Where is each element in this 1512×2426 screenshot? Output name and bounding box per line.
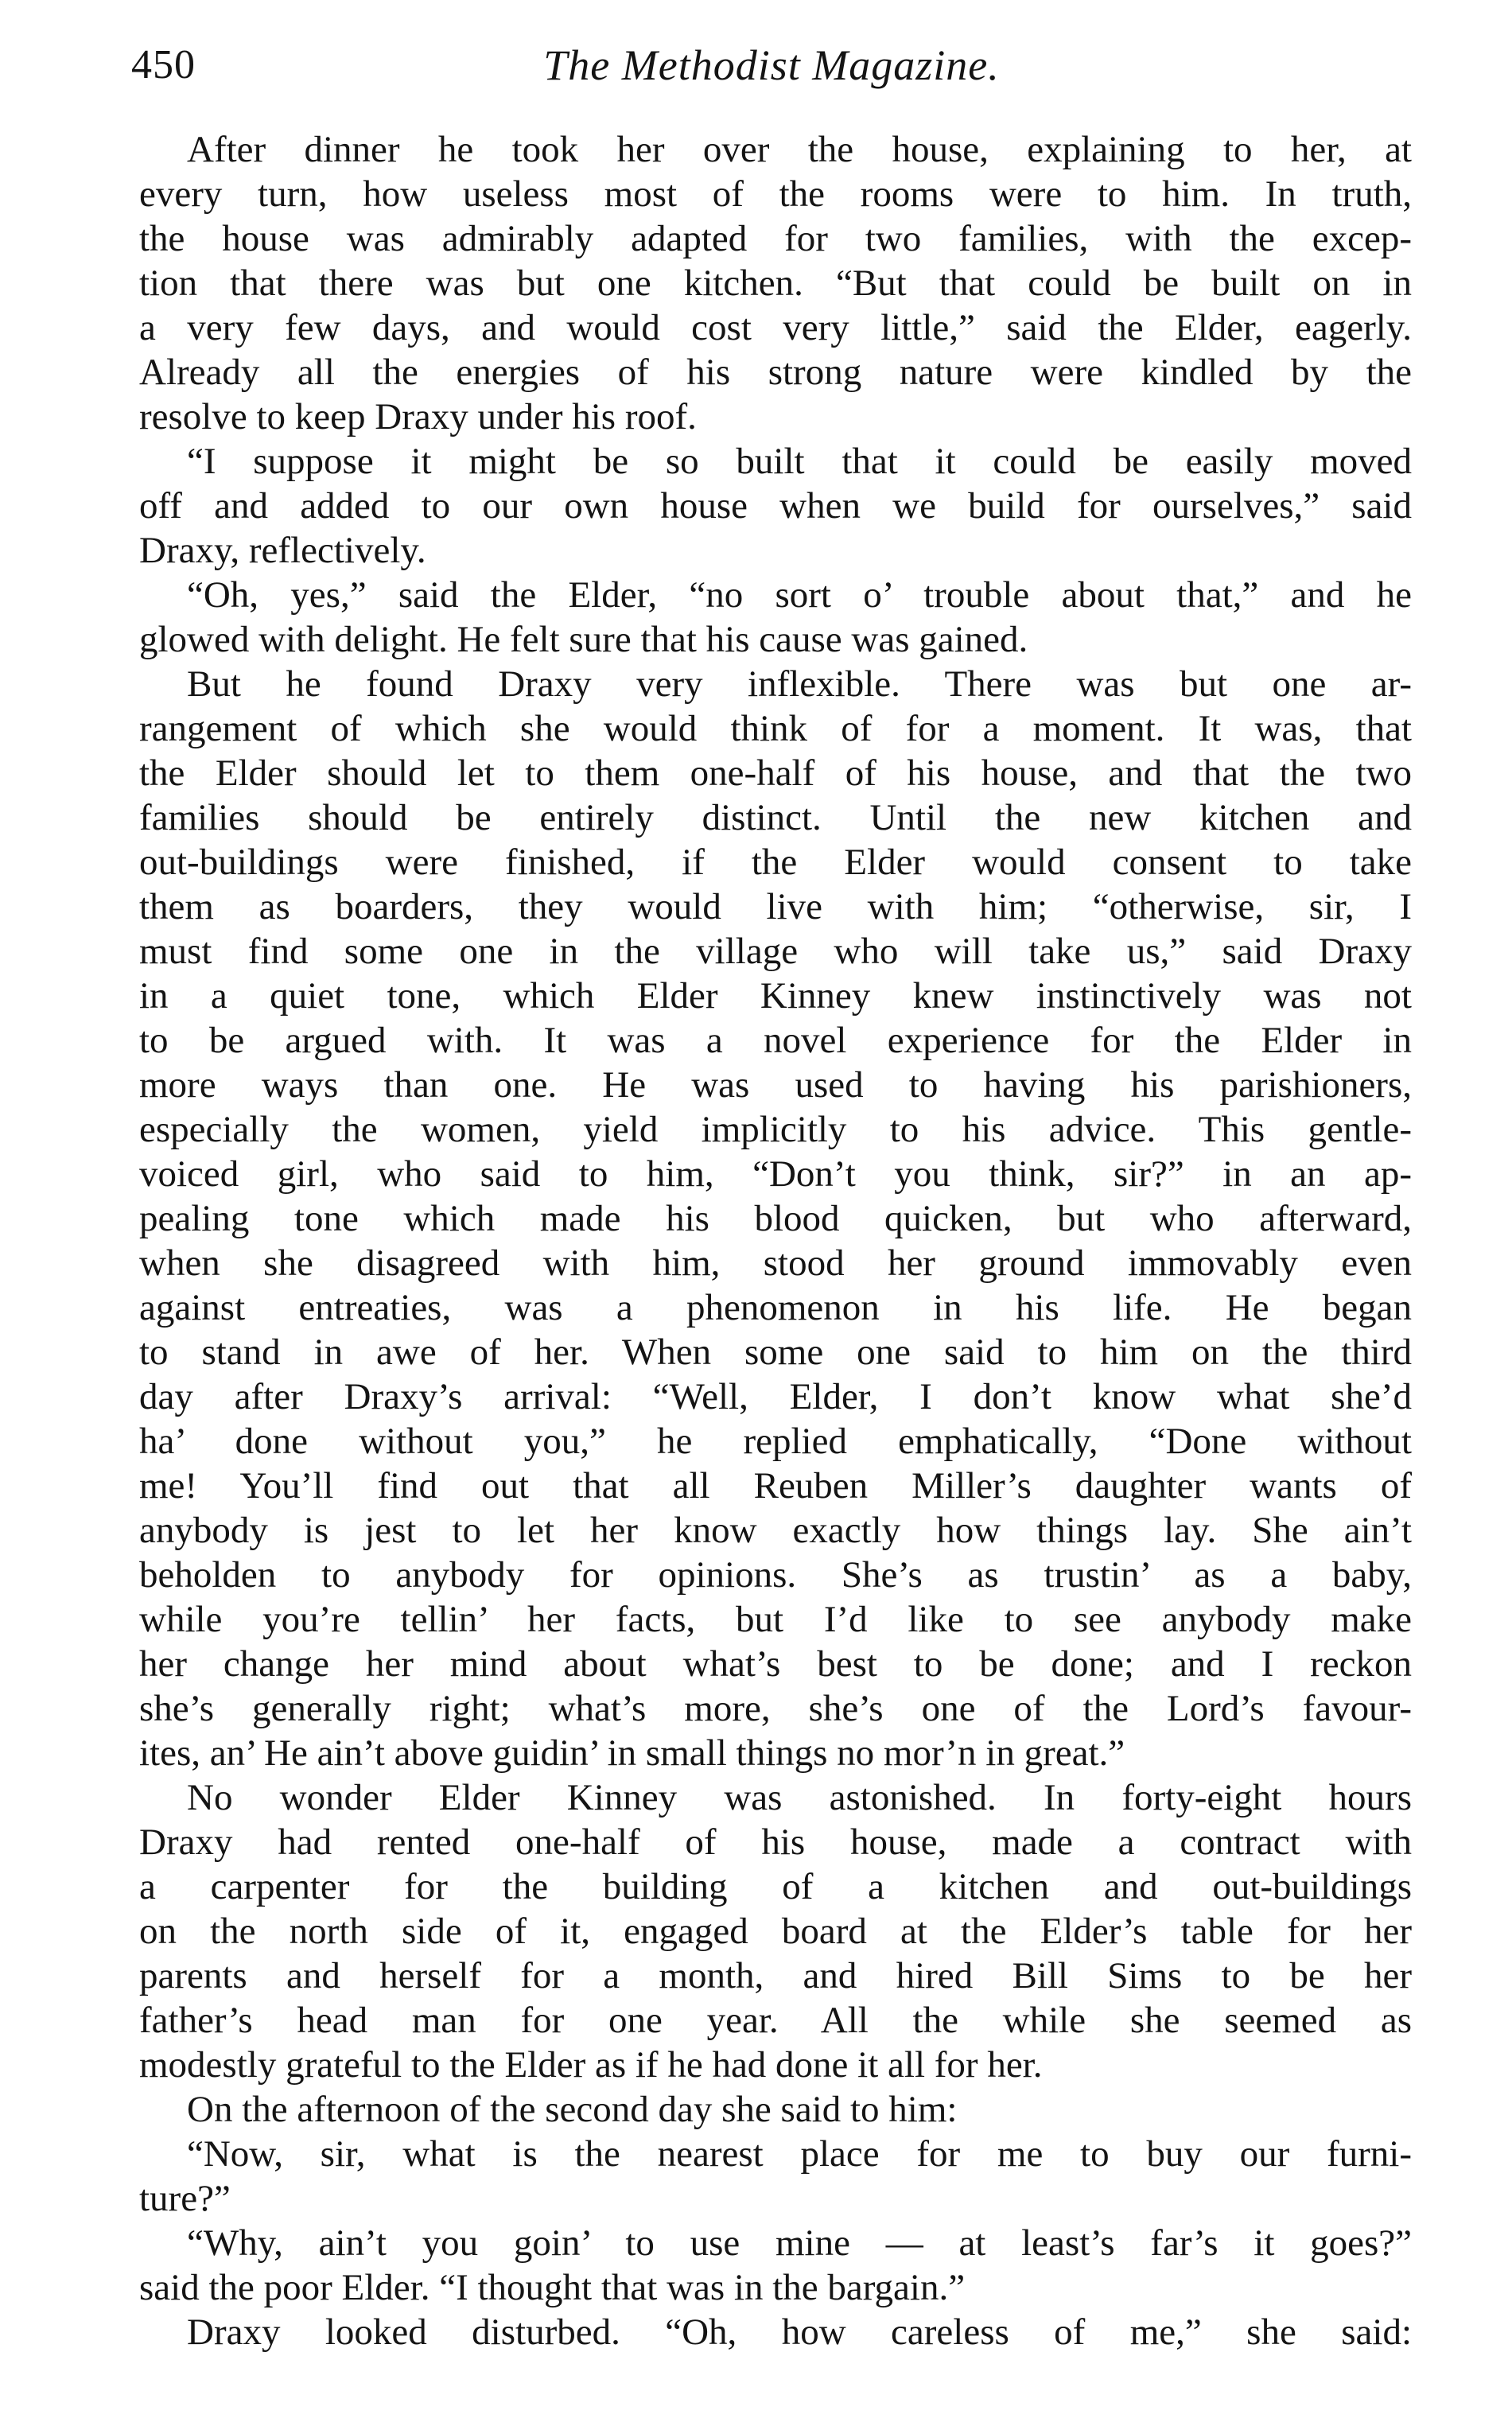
text-line: while you’re tellin’ her facts, but I’d like to see anybody make	[139, 1599, 1412, 1640]
text-line: me! You’ll find out that all Reuben Miller’s daughter wants of	[139, 1465, 1412, 1507]
text-line: resolve to keep Draxy under his roof.	[139, 396, 697, 437]
text-line: a very few days, and would cost very little,” said the Elder, eagerly.	[139, 307, 1412, 348]
text-line: tion that there was but one kitchen. “But that could be built on in	[139, 262, 1412, 304]
text-line: to be argued with. It was a novel experience for the Elder in	[139, 1020, 1412, 1061]
text-line: modestly grateful to the Elder as if he had done it all for her.	[139, 2044, 1043, 2086]
text-line: a carpenter for the building of a kitchen and out-buildings	[139, 1866, 1412, 1907]
text-line: to stand in awe of her. When some one said to him on the third	[139, 1332, 1412, 1373]
text-line: against entreaties, was a phenomenon in his life. He began	[139, 1287, 1412, 1328]
text-line: them as boarders, they would live with him; “otherwise, sir, I	[139, 886, 1412, 927]
text-line: said the poor Elder. “I thought that was in the bargain.”	[139, 2267, 966, 2308]
text-line: Draxy looked disturbed. “Oh, how careless of me,” she said:	[187, 2311, 1412, 2353]
text-line: in a quiet tone, which Elder Kinney knew instinctively was not	[139, 975, 1412, 1017]
text-line: beholden to anybody for opinions. She’s as trustin’ as a baby,	[139, 1554, 1412, 1596]
text-line: every turn, how useless most of the rooms were to him. In truth,	[139, 173, 1412, 215]
text-line: anybody is jest to let her know exactly how things lay. She ain’t	[139, 1510, 1412, 1551]
text-line: “Now, sir, what is the nearest place for me to buy our furni-	[187, 2133, 1412, 2175]
text-line: pealing tone which made his blood quicken, but who afterward,	[139, 1198, 1412, 1239]
text-line: off and added to our own house when we build for ourselves,” said	[139, 485, 1412, 527]
text-line: especially the women, yield implicitly to his advice. This gentle-	[139, 1109, 1412, 1150]
text-line: father’s head man for one year. All the while she seemed as	[139, 2000, 1412, 2041]
text-line: parents and herself for a month, and hired Bill Sims to be her	[139, 1955, 1412, 1996]
text-line: voiced girl, who said to him, “Don’t you think, sir?” in an ap-	[139, 1153, 1412, 1195]
text-line: But he found Draxy very inflexible. There was but one ar-	[187, 663, 1412, 705]
text-line: ture?”	[139, 2178, 231, 2219]
text-line: “I suppose it might be so built that it could be easily moved	[187, 441, 1412, 482]
text-line: glowed with delight. He felt sure that his cause was gained.	[139, 619, 1028, 660]
running-title: The Methodist Magazine.	[543, 41, 1000, 89]
page-number: 450	[131, 42, 196, 87]
text-line: On the afternoon of the second day she said to him:	[187, 2089, 958, 2130]
text-line: the Elder should let to them one-half of his house, and that the two	[139, 752, 1412, 794]
text-line: on the north side of it, engaged board at the Elder’s table for her	[139, 1911, 1412, 1952]
text-line: she’s generally right; what’s more, she’s one of the Lord’s favour-	[139, 1688, 1412, 1729]
text-line: day after Draxy’s arrival: “Well, Elder, I don’t know what she’d	[139, 1376, 1412, 1417]
text-line: ha’ done without you,” he replied emphatically, “Done without	[139, 1421, 1412, 1462]
text-line: her change her mind about what’s best to be done; and I reckon	[139, 1643, 1412, 1685]
text-line: “Why, ain’t you goin’ to use mine — at least’s far’s it goes?”	[187, 2222, 1412, 2264]
text-line: when she disagreed with him, stood her ground immovably even	[139, 1242, 1412, 1284]
text-line: the house was admirably adapted for two families, with the excep-	[139, 218, 1412, 259]
text-line: out-buildings were finished, if the Elder would consent to take	[139, 842, 1412, 883]
text-line: Already all the energies of his strong nature were kindled by the	[139, 352, 1412, 393]
text-line: rangement of which she would think of for a moment. It was, that	[139, 708, 1412, 749]
text-line: Draxy had rented one-half of his house, made a contract with	[139, 1821, 1412, 1863]
text-line: ites, an’ He ain’t above guidin’ in small things no mor’n in great.”	[139, 1732, 1125, 1774]
text-line: No wonder Elder Kinney was astonished. In forty-eight hours	[187, 1777, 1412, 1818]
text-line: Draxy, reflectively.	[139, 530, 426, 571]
text-line: families should be entirely distinct. Until the new kitchen and	[139, 797, 1412, 838]
text-line: more ways than one. He was used to having his parishioners,	[139, 1064, 1412, 1106]
text-line: “Oh, yes,” said the Elder, “no sort o’ trouble about that,” and he	[187, 574, 1412, 616]
page-header	[131, 33, 1412, 97]
body-text	[139, 127, 1412, 2402]
text-line: must find some one in the village who will take us,” said Draxy	[139, 931, 1412, 972]
text-line: After dinner he took her over the house, explaining to her, at	[187, 129, 1412, 170]
